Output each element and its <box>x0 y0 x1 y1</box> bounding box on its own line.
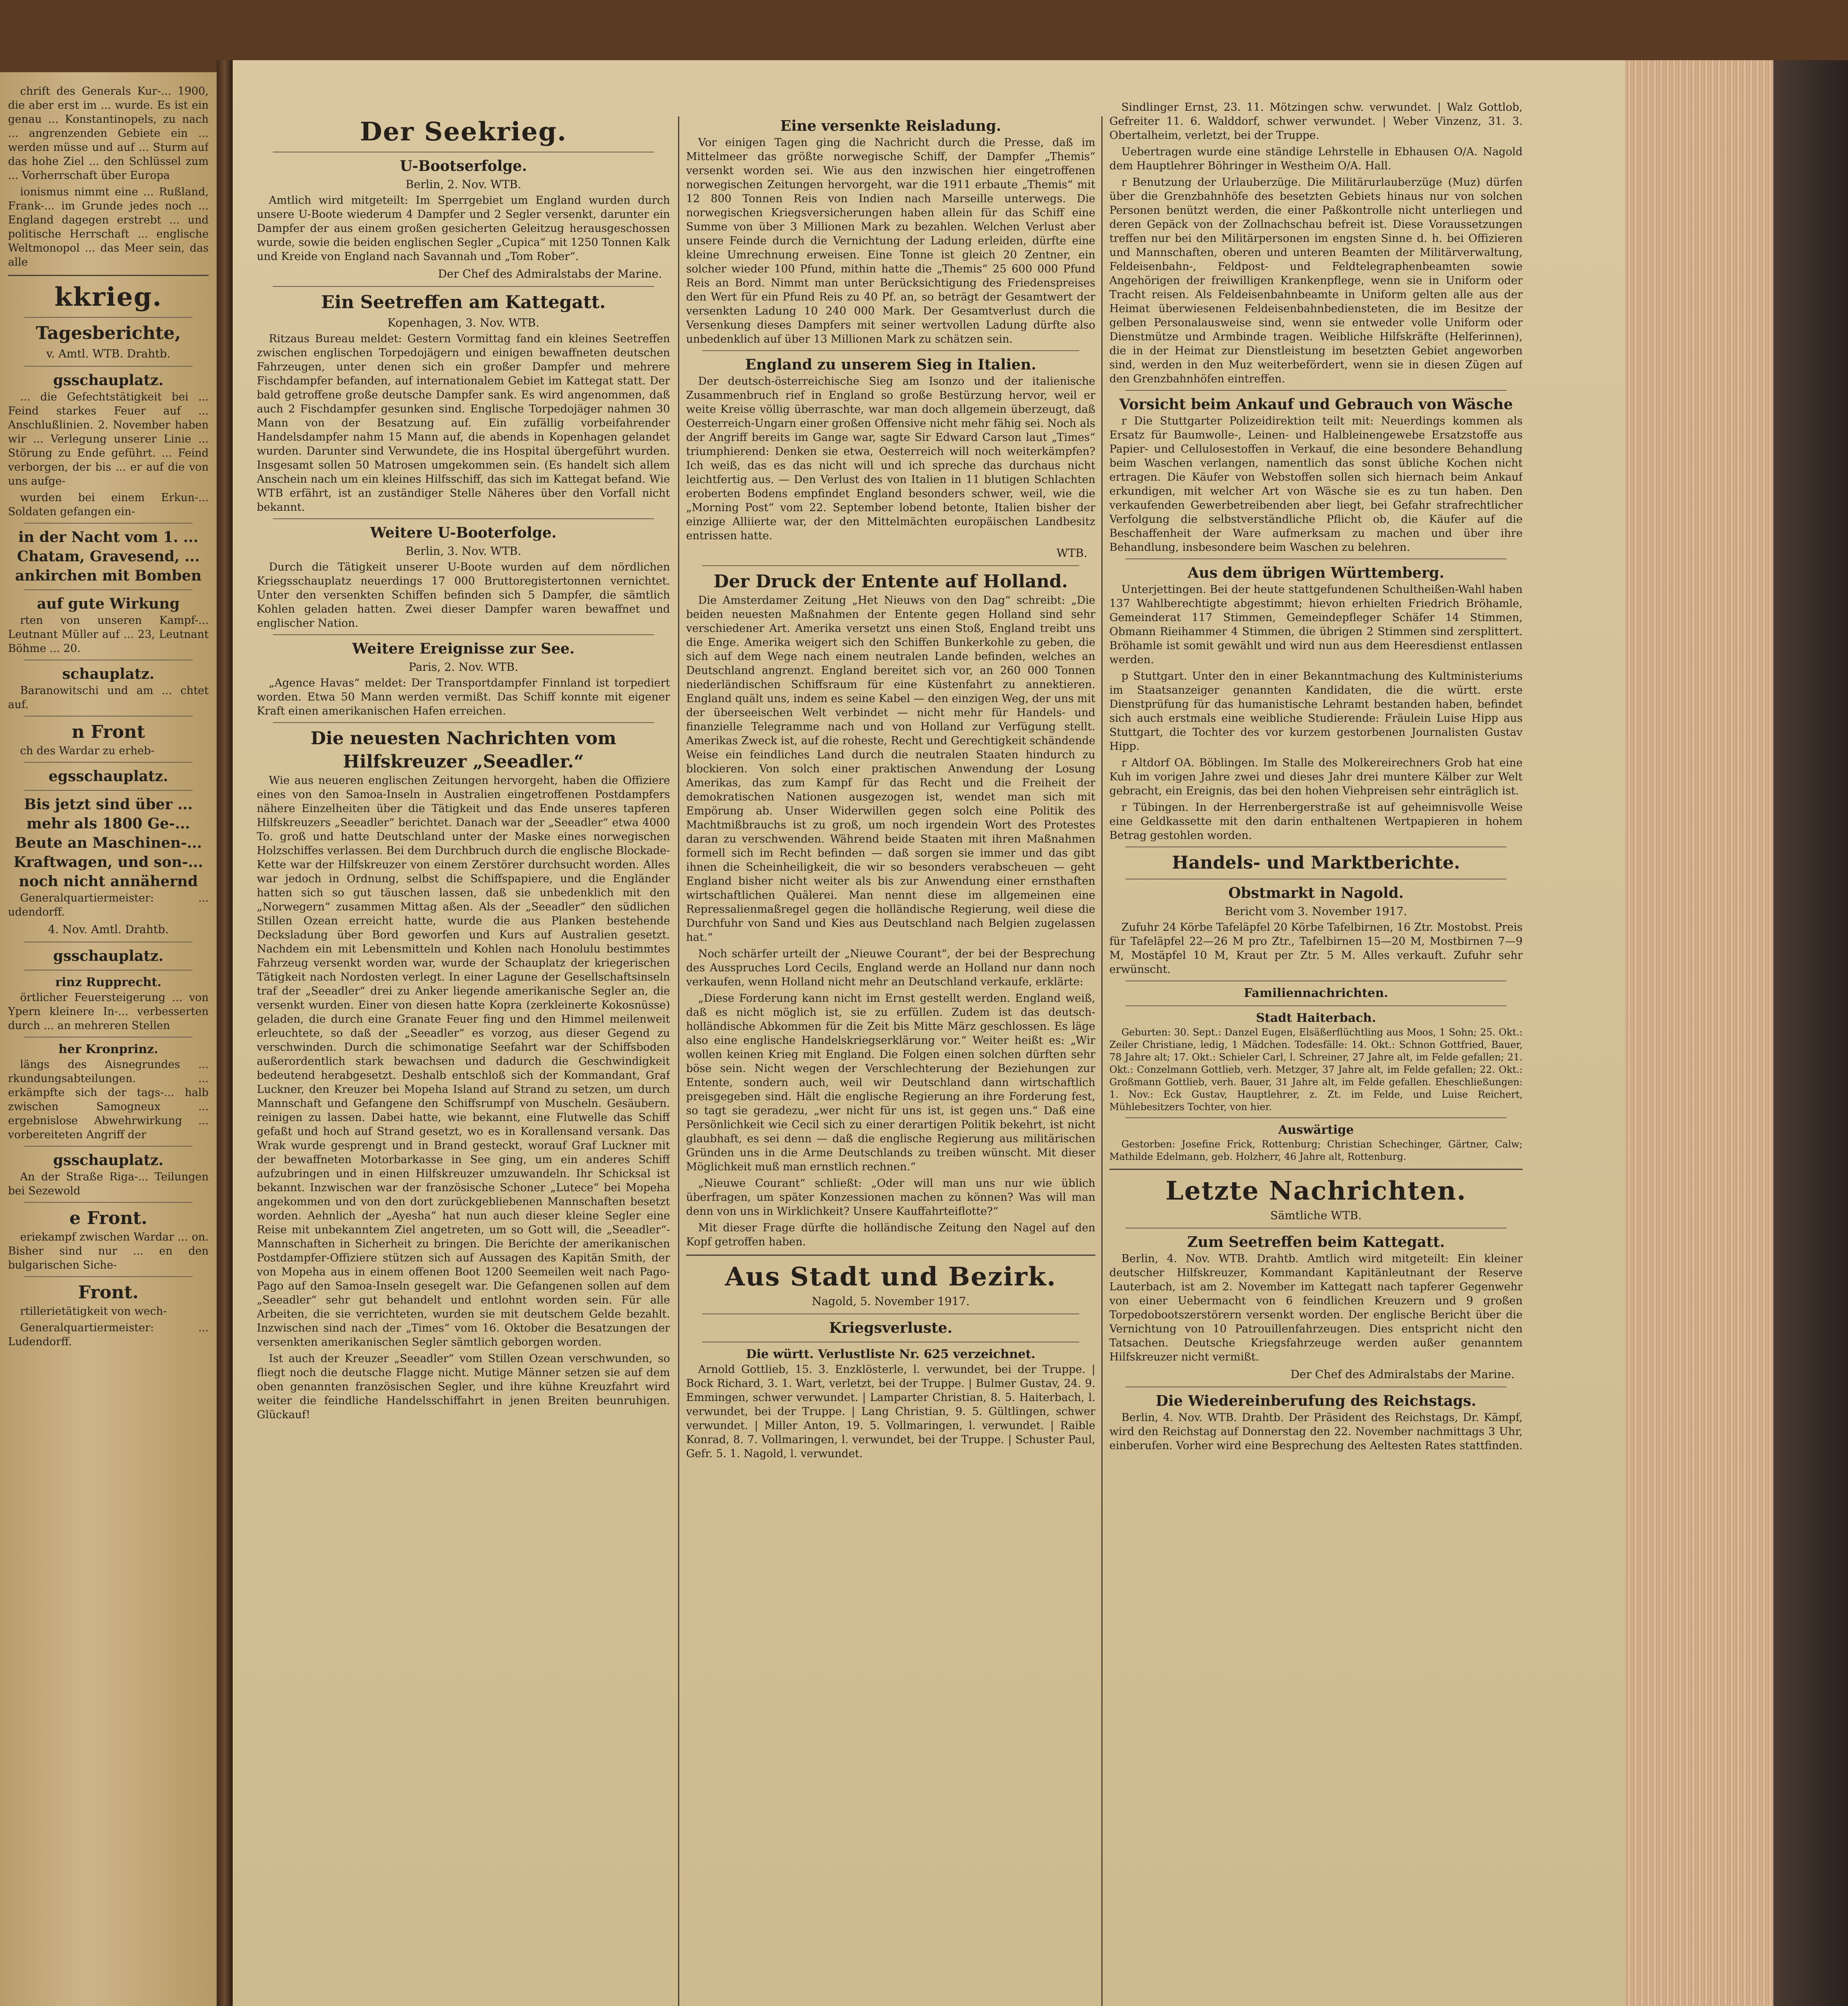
paragraph: r Die Stuttgarter Polizeidirektion teilt mit: Neuerdings kommen als Ersatz für Baumwolle-, Leinen- und Halbleinengewebe Ersatzstoffe aus Papier- und Cellulosestoffen in Verkauf, die eine besondere Behandlung beim Waschen verlangen, namentlich das sonst übliche Kochen nicht ertragen. Die Käufer von Webstoffen sollen sich hiernach beim Ankauf erkundigen, mit welcher Art von Wäsche sie es zu tun haben. Den verkaufenden Gewerbetreibenden aber liegt, bei Gefahr strafrechtlicher Verfolgung die selbstverständliche Pflicht ob, die Käufer auf die Beschaffenheit der Ware aufmerksam zu machen und über ihre Behandlung, insbesondere beim Waschen zu belehren. <box>1109 415 1523 554</box>
newspaper-page <box>233 60 1625 2006</box>
name-list: Sindlinger Ernst, 23. 11. Mötzingen schw. verwundet. | Walz Gottlob, Gefreiter 11. 6. Walddorf, schwer verwundet. | Weber Vinzenz, 31. 3. Obertalheim, verletzt, bei der Truppe. <box>1109 101 1523 142</box>
column-rule-2 <box>1101 116 1103 2006</box>
subheading: egsschauplatz. <box>49 768 168 785</box>
paragraph: wurden bei einem Erkun-... Soldaten gefangen ein- <box>8 491 209 518</box>
minor-heading: Familiennachrichten. <box>1244 986 1388 1000</box>
small-text: Geburten: 30. Sept.: Danzel Eugen, Elsäßerflüchtling aus Moos, 1 Sohn; 25. Okt.: Zeiler Christiane, ledig, 1 Mädchen. Todesfälle: 14. Okt.: Schnon Gottfried, Bauer, 78 Jahre alt; 17. Okt.: Schieler Carl, l. Schreiner, 27 Jahre alt, im Felde gefallen; 21. Okt.: Conzelmann Gottlieb, verh. Metzger, 37 Jahre alt, im Felde gefallen; 22. Okt.: Großmann Gottlieb, verh. Bauer, 31 Jahre alt, im Felde gefallen. Eheschließungen: 1. Nov.: Eck Gustav, Hauptlehrer, z. Zt. im Felde, und Luise Reichert, Mühlebesitzers Tochter, von hier. <box>1109 1027 1523 1113</box>
dateline: v. Amtl. WTB. Drahtb. <box>46 347 171 360</box>
subheading: Obstmarkt in Nagold. <box>1228 885 1404 901</box>
small-text-block <box>1109 1026 1523 1113</box>
book-gutter <box>217 60 233 2006</box>
paragraph: örtlicher Feuersteigerung ... von Ypern kleinere In-... verbesserten durch ... an mehreren Stellen <box>8 991 209 1032</box>
divider <box>702 565 1079 566</box>
subheading: Vorsicht beim Ankauf und Gebrauch von Wäsche <box>1119 396 1513 413</box>
paragraph: chrift des Generals Kur-... 1900, die aber erst im ... wurde. Es ist ein genau ... Konstantinopels, zu nach ... angrenzenden Gebiete ein ... werden müsse und auf ... Sturm auf das hohe Ziel ... den Schlüssel zum ... Vorherrschaft über Europa <box>8 85 209 182</box>
paragraph: r Altdorf OA. Böblingen. Im Stalle des Molkereirechners Grob hat eine Kuh im vorigen Jahre zwei und dieses Jahr drei muntere Kälber zur Welt gebracht, ein Ereignis, das bei den hohen Viehpreisen sehr einträglich ist. <box>1109 757 1523 797</box>
dateline: Berlin, 2. Nov. WTB. <box>405 178 522 191</box>
paragraph: r Tübingen. In der Herrenbergerstraße ist auf geheimnisvolle Weise eine Geldkassette mit den darin enthaltenen Wertpapieren in hohem Betrag gestohlen worden. <box>1109 801 1523 842</box>
small-text: Gestorben: Josefine Frick, Rottenburg; Christian Schechinger, Gärtner, Calw; Mathilde Edelmann, geb. Holzherr, 46 Jahre alt, Rottenburg. <box>1109 1139 1523 1162</box>
subheading: in der Nacht vom 1. ... Chatam, Gravesend, ... ankirchen mit Bomben <box>15 529 202 584</box>
paragraph: „Nieuwe Courant“ schließt: „Oder will man uns nur wie üblich überfragen, um später Konzessionen machen zu können? Was will man denn von uns in Wirklichkeit? Unsere Kauffahrteiflotte?“ <box>686 1177 1095 1218</box>
divider <box>24 1202 193 1203</box>
divider <box>273 518 654 519</box>
paragraph: Mit dieser Frage dürfte die holländische Zeitung den Nagel auf den Kopf getroffen haben. <box>686 1222 1095 1248</box>
paragraph: Wie aus neueren englischen Zeitungen hervorgeht, haben die Offiziere eines von den Samoa-Inseln in Australien eingetroffenen Postdampfers nähere Einzelheiten über die Tätigkeit und das Ende unseres tapferen Hilfskreuzers „Seeadler“ berichtet. Danach war der „Seeadler“ etwa 4000 To. groß und hatte Deutschland unter der Maske eines norwegischen Holzschiffes verlassen. Bei dem Durchbruch durch die englische Blockade-Kette war der Hilfskreuzer von einem Zerstörer durchsucht worden. Alles war jedoch in Ordnung, selbst die Schiffspapiere, und die Engländer hatten sich so gut täuschen lassen, daß sie unbedenklich mit den „Norwegern“ zusammen Mittag aßen. Als der „Seeadler“ den südlichen Stillen Ozean erreicht hatte, wurde die aus Planken bestehende Decksladung über Bord geworfen und Kurs auf Australien gesetzt. Nachdem ein mit Lebensmitteln und Kohlen nach Honolulu bestimmtes Fahrzeug versenkt worden war, wurde der Schauplatz der kriegerischen Tätigkeit nach Nordosten verlegt. In einer Lagune der Gesellschaftsinseln traf der „Seeadler“ drei zu Anker liegende amerikanische Segler an, die versenkt wurden. Einer von diesen hatte Kopra (zerkleinerte Kokosnüsse) geladen, die durch eine Granate Feuer fing und den Himmel meilenweit erleuchtete, so daß der „Seeadler“ es vorzog, aus dieser Gegend zu verschwinden. Durch die schimonatige Seefahrt war der Schiffsboden außerordentlich stark bewachsen und dadurch die Geschwindigkeit bedeutend herabgesetzt. Deshalb entschloß sich der Kommandant, Graf Luckner, den Kreuzer bei Mopeha Island auf Strand zu setzen, um durch Mannschaft und Gefangene den Schiffsrumpf von Muscheln. Gesäubern. reinigen zu lassen. Dabei hatte, wie bekannt, eine Flutwelle das Schiff gefaßt und hoch auf Strand gesetzt, wo es in Korallensand versank. Das Wrak wurde gesprengt und in Brand gesteckt, worauf Graf Luckner mit der bewaffneten Motorbarkasse in See ging, um ein anderes Schiff aufzubringen und in einen Hilfskreuzer umzuwandeln. Ihr Schicksal ist bekannt. Inzwischen war der französische Schoner „Lutece“ bei Mopeha angekommen und von den dort zurückgebliebenen Mannschaften besetzt worden. Aehnlich der „Ayesha“ hat nun auch dieser kleine Segler eine Reise mit unbekanntem Ziel angetreten, um so Gott will, die „Seeadler“-Mannschaften in Sicherheit zu bringen. Die Berichte der amerikanischen Postdampfer-Offiziere stützen sich auf Aussagen des Kapitän Smith, der von Mopeha aus in einem offenen Boot 1200 Seemeilen weit nach Pago-Pago auf den Samoa-Inseln gesegelt war. Die Gefangenen sollen auf dem „Seeadler“ sehr gut behandelt und entlohnt worden sein. Für alle Arbeiten, die sie verrichteten, wurden sie mit deutschem Gelde bezahlt. Inzwischen sind nach der „Times“ vom 16. Oktober die Besatzungen der versenkten amerikanischen Segler sämtlich geborgen worden. <box>257 774 670 1348</box>
dateline: Paris, 2. Nov. WTB. <box>408 660 518 674</box>
minor-heading: Stadt Haiterbach. <box>1256 1011 1376 1025</box>
paragraph: Zufuhr 24 Körbe Tafeläpfel 20 Körbe Tafelbirnen, 16 Ztr. Mostobst. Preis für Tafeläpfel 22—26 M pro Ztr., Tafelbirnen 15—20 M, Mostbirnen 7—9 M, Mostäpfel 10 M, Kraut per Ztr. 5 M. Alles verkauft. Zufuhr sehr erwünscht. <box>1109 921 1523 976</box>
subheading: gsschauplatz. <box>53 948 164 964</box>
paragraph: An der Straße Riga-... Teilungen bei Sezewold <box>8 1171 209 1197</box>
paragraph: Baranowitschi und am ... chtet auf. <box>8 684 209 711</box>
subheading: Weitere Ereignisse zur See. <box>352 640 575 657</box>
minor-heading: rinz Rupprecht. <box>55 975 162 989</box>
minor-heading: Die württ. Verlustliste Nr. 625 verzeichnet. <box>746 1347 1036 1361</box>
section-heading: Aus Stadt und Bezirk. <box>725 1262 1057 1292</box>
dateline: Sämtliche WTB. <box>1270 1209 1362 1222</box>
divider <box>24 1146 193 1147</box>
divider <box>273 286 654 287</box>
divider <box>24 716 193 717</box>
article-heading: Tagesberichte, <box>36 323 181 343</box>
paragraph: ionismus nimmt eine ... Rußland, Frank-... im Grunde jedes noch ... England dagegen erstrebt ... und politische Herrschaft ... englische Weltmonopol ... das Meer sein, das alle <box>8 186 209 268</box>
article-heading: Die neuesten Nachrichten vom Hilfskreuzer „Seeadler.“ <box>311 728 616 772</box>
paragraph: rtillerietätigkeit von wech- <box>20 1305 167 1318</box>
divider <box>8 275 209 276</box>
paragraph: Ritzaus Bureau meldet: Gestern Vormittag fand ein kleines Seetreffen zwischen englischen Torpedojägern und einigen bewaffneten deutschen Fahrzeugen, unter denen sich ein großer Dampfer und mehrere Fischdampfer befanden, auf internationalem Gebiet im Kattegat statt. Der bald getroffene große deutsche Dampfer sank. Es wird angenommen, daß auch 2 Fischdampfer gesunken sind. Englische Torpedojäger nahmen 30 Mann von der Besatzung auf. Ein zufällig vorbeifahrender Handelsdampfer nahm 15 Mann auf, die abends in Kopenhagen gelandet wurden. Darunter sind Verwundete, die ins Hospital übergeführt wurden. Insgesamt sollen 50 Matrosen umgekommen sein. (Es handelt sich allem Anschein nach um ein kleines Hilfsschiff, das sich im Kattegat befand. Wie WTB erfährt, ist an zuständiger Stelle Näheres über den Vorfall nicht bekannt. <box>257 333 670 514</box>
subheading: schauplatz. <box>62 666 154 682</box>
subheading: Weitere U-Booterfolge. <box>370 524 557 541</box>
article-heading: Handels- und Marktberichte. <box>1172 853 1460 873</box>
subheading: auf gute Wirkung <box>37 595 180 612</box>
divider <box>24 970 193 971</box>
paragraph: längs des Aisnegrundes ... rkundungsabteilungen. ... erkämpfte sich der tags-... halb zwischen Samogneux ... ergebnislose Abwehrwirkung ... vorbereiteten Angriff der <box>8 1058 209 1141</box>
paragraph: Uebertragen wurde eine ständige Lehrstelle in Ebhausen O/A. Nagold dem Hauptlehrer Böhringer in Westheim O/A. Hall. <box>1109 146 1523 172</box>
paragraph: „Agence Havas“ meldet: Der Transportdampfer Finnland ist torpediert worden. Etwa 50 Mann werden vermißt. Das Schiff konnte mit eigener Kraft einen amerikanischen Hafen erreichen. <box>257 677 670 717</box>
paragraph: Unterjettingen. Bei der heute stattgefundenen Schultheißen-Wahl haben 137 Wahlberechtigte abgestimmt; hievon erhielten Friedrich Bröhamle, Gemeinderat 117 Stimmen, Gemeindepfleger Schäfer 14 Stimmen, Obmann Rieihammer 4 Stimmen, die übrigen 2 Stimmen sind zersplittert. Bröhamle ist somit gewählt und wird nun aus dem Heeresdienst entlassen werden. <box>1109 583 1523 666</box>
divider <box>24 1276 193 1277</box>
book-binding <box>1773 60 1848 2006</box>
subheading: Eine versenkte Reisladung. <box>780 118 1001 134</box>
column-rule-1 <box>678 116 679 2006</box>
signature: Der Chef des Admiralstabs der Marine. <box>1290 1368 1515 1381</box>
paragraph: Berlin, 4. Nov. WTB. Drahtb. Amtlich wird mitgeteilt: Ein kleiner deutscher Hilfskreuzer, Kommandant Kapitänleutnant der Reserve Lauterbach, ist am 2. November im Kattegatt nach tapferer Gegenwehr von einer Uebermacht von 6 feindlichen Kreuzern und 9 großen Torpedobootszerstörern versenkt worden. Der englische Bericht über die Vernichtung von 10 Patrouillenfahrzeugen. Dies entspricht nicht den Tatsachen. Deutsche Kriegsfahrzeuge werden außer genanntem Hilfskreuzer nicht vermißt. <box>1109 1253 1523 1363</box>
dateline: Kopenhagen, 3. Nov. WTB. <box>387 316 540 329</box>
left-page <box>0 72 217 2006</box>
paragraph: ch des Wardar zu erheb- <box>20 745 154 757</box>
article-heading: n Front <box>71 722 145 742</box>
paragraph: Generalquartiermeister: ... udendorff. <box>8 892 209 918</box>
divider <box>273 722 654 723</box>
paragraph: Ist auch der Kreuzer „Seeadler“ vom Stillen Ozean verschwunden, so fliegt noch die deutsche Flagge nicht. Mutige Männer setzen sie auf dem oben genannten französischen Segler, und ihre kühne Kreuzfahrt wird weiter die feindliche Handelsschiffahrt in jenen Breiten beunruhigen. Glückauf! <box>257 1352 670 1421</box>
minor-heading: Auswärtige <box>1278 1123 1354 1137</box>
dateline: Nagold, 5. November 1917. <box>812 1295 970 1308</box>
divider <box>1109 1169 1523 1170</box>
article-heading: e Front. <box>69 1208 147 1228</box>
divider <box>24 762 193 763</box>
paragraph: Berlin, 4. Nov. WTB. Drahtb. Der Präsident des Reichstags, Dr. Kämpf, wird den Reichstag auf Donnerstag den 22. November nachmittags 3 Uhr, einberufen. Vorher wird eine Besprechung des Aeltesten Rates stattfinden. <box>1109 1411 1523 1452</box>
subheading: gsschauplatz. <box>53 1152 164 1169</box>
paragraph: „Diese Forderung kann nicht im Ernst gestellt werden. England weiß, daß es nicht möglich ist, sie zu erfüllen. Zudem ist das deutsch-holländische Abkommen für die Zeit bis Mitte März geschlossen. Es läge also eine englische Handelskriegserklärung vor.“ Weiter heißt es: „Wir wollen keinen Krieg mit England. Die Folgen einen solchen dürften sehr böse sein. Nicht wegen der Verschlechterung der Beziehungen zur Entente, sondern auch, weil wir Deutschland dann wirtschaftlich preisgegeben sind. Hält die englische Regierung an ihre Forderung fest, so tagt sie geradezu, „wer nicht für uns ist, ist gegen uns.“ Daß eine Persönlichkeit wie Cecil sich zu einer derartigen Politik bekehrt, ist nicht glaubhaft, es sei denn — daß die englische Regierung aus militärischen Gründen uns in die Arme Deutschlands zu treiben wünscht. Mit dieser Möglichkeit muß man ernstlich rechnen.“ <box>686 992 1095 1173</box>
divider <box>1125 390 1507 391</box>
paragraph: rten von unseren Kampf-... Leutnant Müller auf ... 23, Leutnant Böhme ... 20. <box>8 614 209 655</box>
paragraph: Durch die Tätigkeit unserer U-Boote wurden auf dem nördlichen Kriegsschauplatz neuerdings 17 000 Bruttoregistertonnen vernichtet. Unter den versenkten Schiffen befinden sich 5 Dampfer, die sämtlich Kohlen geladen hatten. Zwei dieser Dampfer waren bewaffnet und englischer Nation. <box>257 561 670 629</box>
paragraph: Generalquartiermeister: ... Ludendorff. <box>8 1322 209 1348</box>
signature: Der Chef des Admiralstabs der Marine. <box>438 267 662 280</box>
paragraph: Der deutsch-österreichische Sieg am Isonzo und der italienische Zusammenbruch rief in England so große Bestürzung hervor, weil er weite Kreise völlig überraschte, war man doch allgemein überzeugt, daß Oesterreich-Ungarn einer großen Offensive nicht mehr fähig sei. Noch als der Angriff bereits im Gange war, sagte Sir Edward Carson laut „Times“ triumphierend: Denken sie etwa, Oesterreich will noch weiterkämpfen? Ich weiß, das es das nicht will und ich spreche das durchaus nicht leichtfertig aus. — Den Verlust des von Italien in 11 blutigen Schlachten eroberten Bodens empfindet England besonders schwer, weil, wie die „Morning Post“ vom 22. September lobend betonte, Italien bisher der einzige Alliierte war, der den Mittelmächten europäischen Landbesitz entrissen hatte. <box>686 375 1095 542</box>
divider <box>273 634 654 635</box>
dateline: Berlin, 3. Nov. WTB. <box>405 544 522 558</box>
paragraph: ... die Gefechtstätigkeit bei ... Feind starkes Feuer auf ... Anschlußlinien. 2. November haben wir ... Verlegung unserer Linie ... Störung zu Ende geführt. ... Feind verborgen, der bis ... er auf die von uns aufge- <box>8 391 209 487</box>
subheading: Aus dem übrigen Württemberg. <box>1188 564 1444 581</box>
left-page-column <box>8 84 209 2006</box>
divider <box>686 1255 1095 1256</box>
paragraph: r Benutzung der Urlauberzüge. Die Militärurlauberzüge (Muz) dürfen über die Grenzbahnhöfe des besetzten Gebiets hinaus nur von solchen Personen benützt werden, die einer Paßkontrolle nicht unterliegen und deren Gepäck von der Zollnachschau befreit ist. Diese Voraussetzungen treffen nur bei den Militärpersonen im engsten Sinne d. h. bei Offizieren und Mannschaften, oberen und unteren Beamten der Militärverwaltung, Feldeisenbahn-, Feldpost- und Feldtelegraphenbeamten sowie Angehörigen der freiwilligen Krankenpflege, wenn sie in Uniform oder Tracht reisen. Als Feldeisenbahnbeamte in Uniform gelten alle aus der Heimat überwiesenen Feldeisenbahnbediensteten, die im Besitze der gelben Personalausweise sind, wenn sie entweder volle Uniform oder Dienstmütze und Armbinde tragen. Weibliche Hilfskräfte (Helferinnen), die in der Heimat zur Dienstleistung im besetzten Gebiet angeworben sind, werden in den Muz weiterbefördert, wenn sie in diesen Zügen auf den Grenzbahnhöfen eintreffen. <box>1109 176 1523 385</box>
small-text-block <box>1109 1138 1523 1163</box>
divider <box>1125 558 1507 559</box>
signature: WTB. <box>1056 546 1087 560</box>
divider <box>24 1037 193 1038</box>
subheading: Bis jetzt sind über ... mehr als 1800 Ge-... Beute an Maschinen-... Kraftwagen, und son-... noch nicht annähernd <box>13 796 203 890</box>
subheading: Kriegsverluste. <box>829 1320 952 1336</box>
divider <box>1125 1117 1507 1118</box>
divider <box>24 317 193 318</box>
section-heading: kkrieg. <box>54 282 162 312</box>
paragraph: eriekampf zwischen Wardar ... on. Bisher sind nur ... en den bulgarischen Siche- <box>8 1231 209 1271</box>
paragraph: Amtlich wird mitgeteilt: Im Sperrgebiet um England wurden durch unsere U-Boote wiederum 4 Dampfer und 2 Segler versenkt, darunter ein Dampfer der aus einem großen gesicherten Geleitzug herausgeschossen wurde, sowie die beiden englischen Segler „Cupica“ mit 1250 Tonnen Kalk und Kreide von England nach Savannah und „Tom Rober“. <box>257 194 670 263</box>
subheading: Zum Seetreffen beim Kattegatt. <box>1187 1234 1445 1251</box>
article-heading: Der Druck der Entente auf Holland. <box>713 571 1068 592</box>
dateline: 4. Nov. Amtl. Drahtb. <box>48 923 169 936</box>
article-heading: Ein Seetreffen am Kattegatt. <box>321 292 606 313</box>
paragraph: p Stuttgart. Unter den in einer Bekanntmachung des Kultministeriums im Staatsanzeiger genannten Kandidaten, die die württ. erste Dienstprüfung für das humanistische Lehramt bestanden haben, befindet sich auch erstmals eine weibliche Studierende: Fräulein Luise Hipp aus Stuttgart, die Tochter des vor kurzem gestorbenen Journalisten Gustav Hipp. <box>1109 670 1523 753</box>
paragraph: Noch schärfer urteilt der „Nieuwe Courant“, der bei der Besprechung des Ausspruches Lord Cecils, England werde an Holland nur dann noch verkaufen, wenn Holland nicht mehr an Deutschland verkaufe, erklärte: <box>686 948 1095 988</box>
divider <box>1125 1005 1507 1006</box>
section-heading: Letzte Nachrichten. <box>1165 1176 1467 1206</box>
subheading: England zu unserem Sieg in Italien. <box>745 356 1036 373</box>
subheading: gsschauplatz. <box>53 372 164 389</box>
column-2 <box>686 116 1095 2006</box>
dateline: Bericht vom 3. November 1917. <box>1225 905 1407 918</box>
subheading: U-Bootserfolge. <box>400 158 527 175</box>
column-1 <box>257 116 670 2006</box>
paragraph: Vor einigen Tagen ging die Nachricht durch die Presse, daß im Mittelmeer das größte norwegische Schiff, der Dampfer „Themis“ versenkt worden sei. Wie aus den inzwischen hier eingetroffenen norwegischen Zeitungen hervorgeht, war die 1911 erbaute „Themis“ mit 12 800 Tonnen Reis von Indien nach Marseille unterwegs. Die norwegischen Kriegsversicherungen haben allein für das Schiff eine Summe von über 3 Millionen Mark zu bezahlen. Welchen Verlust aber unsere Feinde durch die Vernichtung der Ladung erleiden, dürfte eine kleine Umrechnung erweisen. Eine Tonne ist gleich 20 Zentner, ein solcher wieder 100 Pfund, mithin hatte die „Themis“ 25 600 000 Pfund Reis an Bord. Nimmt man unter Berücksichtigung des Friedenspreises den Wert für ein Pfund Reis zu 40 Pf. an, so beträgt der Gesamtwert der versenkten Ladung 10 240 000 Mark. Der Gesamtverlust durch die Versenkung dieses Dampfers mit seiner wertvollen Ladung dürfte also unbedenklich auf über 13 Millionen Mark zu schätzen sein. <box>686 136 1095 345</box>
divider <box>24 523 193 524</box>
article-heading: Front. <box>78 1282 139 1303</box>
minor-heading: her Kronprinz. <box>58 1042 158 1056</box>
section-heading: Der Seekrieg. <box>360 117 567 147</box>
column-3 <box>1109 100 1523 2006</box>
subheading: Die Wiedereinberufung des Reichstags. <box>1156 1393 1476 1409</box>
paragraph: Die Amsterdamer Zeitung „Het Nieuws von den Dag“ schreibt: „Die beiden neuesten Maßnahmen der Entente gegen Holland sind sehr verschiedener Art. Amerika versetzt uns einen Stoß, England treibt uns die Enge. Amerika weigert sich den Schiffen Bunkerkohle zu geben, die sich auf dem Wege nach einem neutralen Lande befinden, welches an Deutschland angrenzt. England bereitet sich vor, an 260 000 Tonnen niederländischen Schiffsraum für eine Küstenfahrt zu annektieren. England quält uns, indem es seine Kabel — den einzigen Weg, der uns mit der überseeischen Welt verbindet — nicht mehr für Handels- und finanzielle Telegramme nach und von Holland zur Verfügung stellt. Amerikas Zweck ist, auf die roheste, Recht und Gerechtigkeit schändende Weise ein feindliches Land durch die neutralen Staaten hindurch zu blockieren. Von solch einer praktischen Anwendung der Losung Amerikas, das zum Kampf für das Recht und die Freiheit der demokratischen Nationen ausgezogen ist, wendet man sich mit Empörung ab. Unser Widerwillen gegen solch eine Politik des Machtmißbrauchs ist zu groß, um noch irgendein Wort des Protestes daran zu verschwenden. Während beide Staaten mit ihren Maßnahmen formell sich im Recht befinden — daß sorgen sie immer und das gibt ihnen die Scheinheiligkeit, die wir so besonders verabscheuen — geht England bisher nicht weiter als bis zur Anwendung einer ernsthaften wirtschaftlichen Quälerei. Man nennt diese im allgemeinen eine Repressalienmaßregel gegen die holländische Regierung, weil diese die Durchfuhr von Sand und Kies aus Deutschland nach Belgien zugelassen hat.“ <box>686 594 1095 944</box>
name-list: Arnold Gottlieb, 15. 3. Enzklösterle, l. verwundet, bei der Truppe. | Bock Richard, 3. 1. Wart, verletzt, bei der Truppe. | Bulmer Gustav, 24. 9. Emmingen, schwer verwundet. | Lamparter Christian, 8. 5. Haiterbach, l. verwundet, bei der Truppe. | Lang Christian, 9. 5. Gültlingen, schwer verwundet. | Miller Anton, 19. 5. Vollmaringen, l. verwundet. | Raible Konrad, 8. 7. Vollmaringen, l. verwundet, bei der Truppe. | Schuster Paul, Gefr. 5. 1. Nagold, l. verwundet. <box>686 1363 1095 1460</box>
divider <box>24 366 193 367</box>
divider <box>24 589 193 590</box>
divider <box>24 790 193 791</box>
divider <box>702 350 1079 351</box>
